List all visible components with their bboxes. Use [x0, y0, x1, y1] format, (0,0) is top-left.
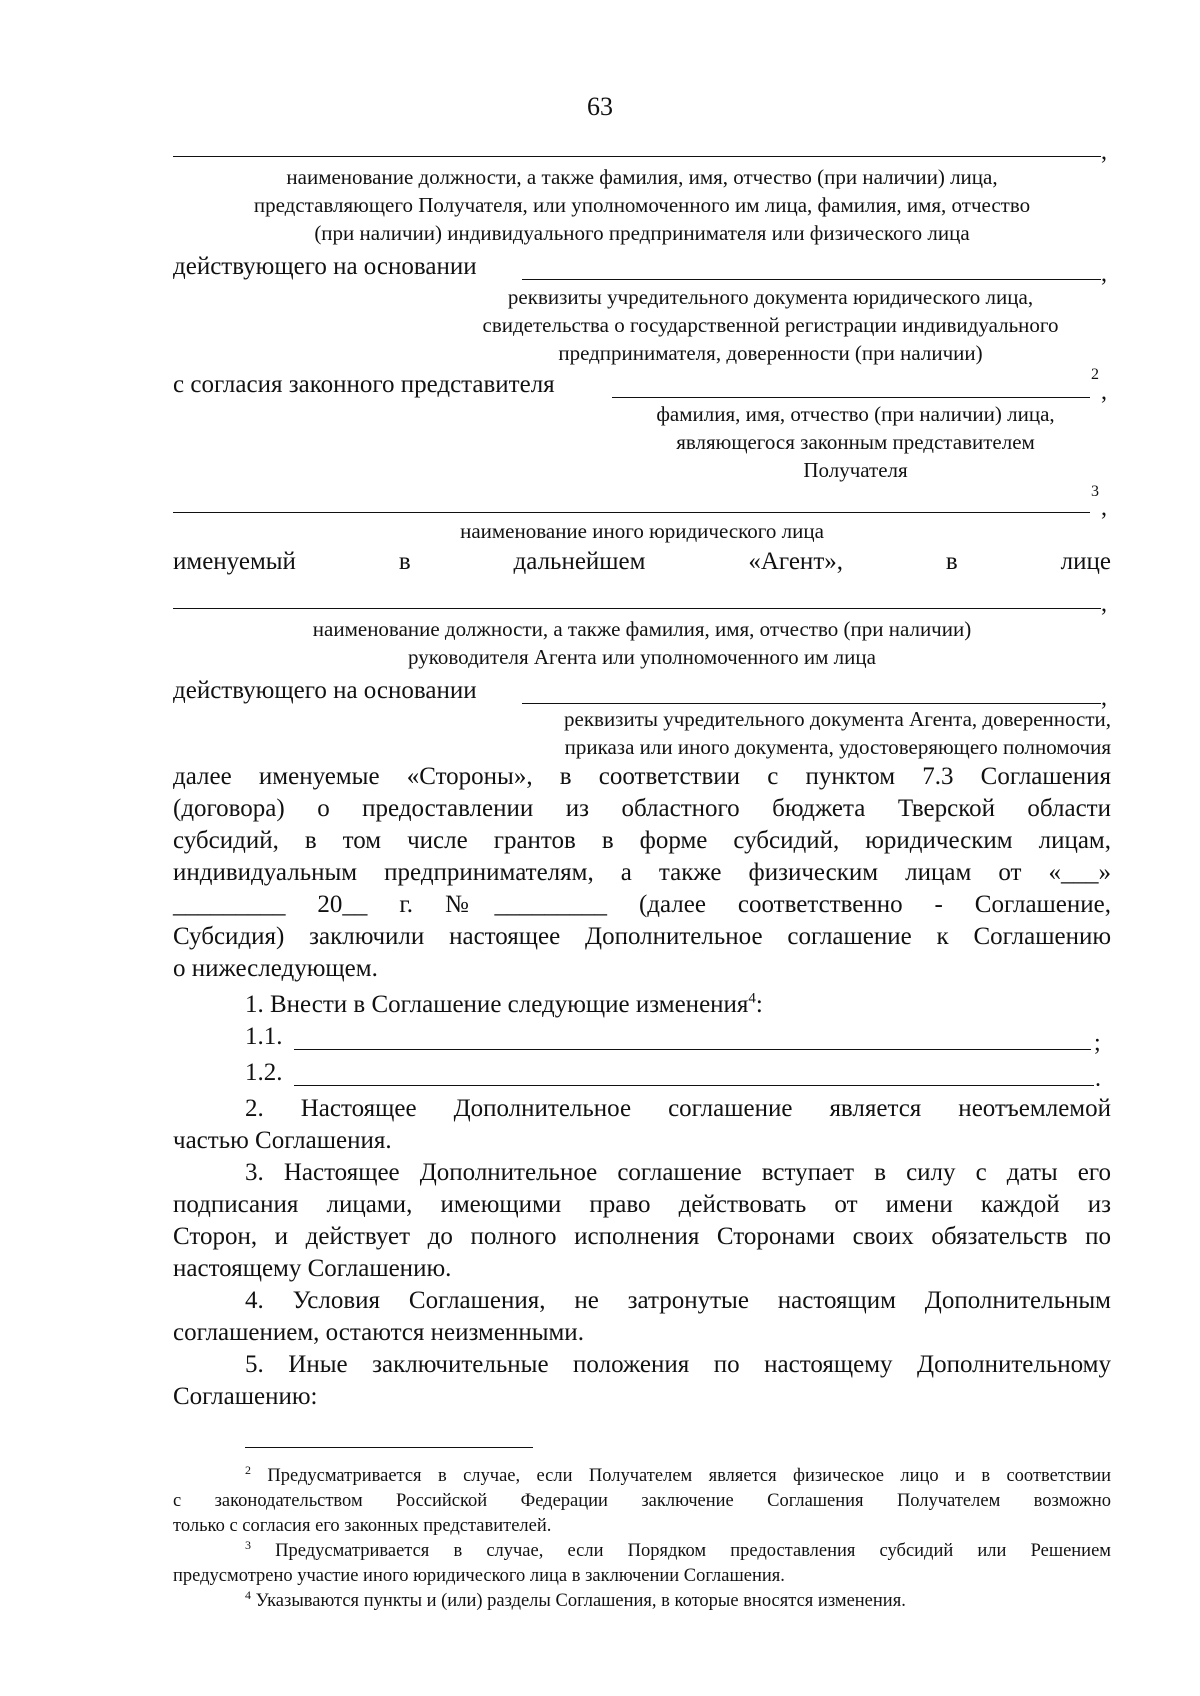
footnote-line [173, 1464, 1111, 1489]
main-paragraph [173, 761, 1111, 985]
item-5 [173, 1349, 1111, 1413]
caption-line: свидетельства о государственной регистрации индивидуального [482, 313, 1059, 337]
caption-line: реквизиты учредительного документа Агента, доверенности, [564, 707, 1111, 731]
caption-line: Получателя [803, 458, 908, 482]
text-line: 2. Настоящее Дополнительное соглашение является неотъемлемой [245, 1095, 1111, 1122]
blank-line-other-entity [173, 512, 1090, 513]
footnote-text: Указываются пункты и (или) разделы Соглашения, в которые вносятся изменения. [255, 1591, 906, 1611]
item-2 [173, 1093, 1111, 1157]
semicolon: ; [1094, 1030, 1101, 1056]
footnote-text: Предусматривается в случае, если Порядком предоставления субсидий или Решением [275, 1541, 1112, 1561]
page-number: 63 [587, 92, 613, 121]
footnote-line: только с согласия его законных представителей. [173, 1516, 552, 1536]
caption-line: представляющего Получателя, или уполномоченного им лица, фамилия, имя, отчество [253, 193, 1031, 217]
blank-line-change-2 [294, 1085, 1094, 1086]
period: . [1095, 1066, 1101, 1092]
text-line: настоящему Соглашению. [173, 1255, 452, 1282]
text-line: Сторон, и действует до полного исполнения Сторонами своих обязательств по [173, 1223, 1111, 1250]
text-line: соглашением, остаются неизменными. [173, 1319, 584, 1346]
caption-representative [600, 400, 1111, 484]
blank-line-basis [522, 279, 1101, 280]
footnote-number: 4 [245, 1587, 251, 1602]
blank-line-agent-head [173, 608, 1101, 609]
text-line: индивидуальным предпринимателям, а также физическим лицам от «___» [173, 859, 1111, 886]
blank-line-recipient [173, 156, 1101, 157]
caption-agent-basis [460, 705, 1111, 761]
agent-line [173, 546, 1111, 578]
colon: : [755, 991, 763, 1018]
caption-line: наименование иного юридического лица [460, 519, 824, 543]
footnote-line: предусмотрено участие иного юридического лица в заключении Соглашения. [173, 1566, 785, 1586]
word: в [945, 548, 958, 575]
text-line: (договора) о предоставлении из областного бюджета Тверской области [173, 795, 1111, 822]
caption-line: фамилия, имя, отчество (при наличии) лица, [656, 402, 1055, 426]
caption-line: наименование должности, а также фамилия, имя, отчество (при наличии) [312, 617, 972, 641]
text-line: далее именуемые «Стороны», в соответствии с пунктом 7.3 Соглашения [173, 763, 1111, 790]
text-line: подписания лицами, имеющими право действовать от имени каждой из [173, 1191, 1111, 1218]
text-line: частью Соглашения. [173, 1127, 392, 1154]
caption-line: руководителя Агента или уполномоченного им лица [408, 645, 876, 669]
footnote-line: с законодательством Российской Федерации заключение Соглашения Получателем возможно [173, 1491, 1111, 1511]
caption-line: реквизиты учредительного документа юридического лица, [507, 285, 1034, 309]
item-4 [173, 1285, 1111, 1349]
caption-other-entity [173, 517, 1111, 545]
blank-line-change-1 [294, 1049, 1091, 1050]
item-1-text: 1. Внести в Соглашение следующие изменения [245, 991, 749, 1018]
word: «Агент», [748, 548, 843, 575]
acting-basis-label: действующего на основании [173, 677, 477, 704]
blank-line-representative [612, 397, 1090, 398]
acting-basis-label: действующего на основании [173, 253, 477, 280]
comma: , [1101, 591, 1107, 617]
text-line: Соглашению: [173, 1383, 318, 1410]
footnote-2 [173, 1464, 1111, 1539]
footnote-separator [245, 1447, 533, 1448]
comma: , [1101, 685, 1107, 711]
text-line: о нижеследующем. [173, 955, 378, 982]
caption-basis [430, 283, 1111, 367]
footnote-ref: 2 [1091, 366, 1099, 383]
caption-line: наименование должности, а также фамилия, имя, отчество (при наличии) лица, [286, 165, 998, 189]
item-1 [245, 989, 763, 1021]
caption-line: предпринимателя, доверенности (при наличии) [558, 341, 983, 365]
footnote-ref: 4 [748, 990, 756, 1007]
caption-line: являющегося законным представителем [676, 430, 1035, 454]
comma: , [1101, 495, 1107, 521]
item-1-1-label: 1.1. [245, 1023, 283, 1050]
footnote-number: 2 [245, 1462, 251, 1477]
consent-label: с согласия законного представителя [173, 371, 555, 398]
footnote-line [173, 1589, 1111, 1614]
comma: , [1101, 379, 1107, 405]
caption-agent-head [173, 615, 1111, 671]
word: дальнейшем [513, 548, 646, 575]
footnote-line [173, 1539, 1111, 1564]
text-line: _________ 20__ г. №_________ (далее соответственно - Соглашение, [173, 891, 1111, 918]
caption-recipient [173, 163, 1111, 247]
word: именуемый [173, 548, 296, 575]
text-line: 4. Условия Соглашения, не затронутые настоящим Дополнительным [245, 1287, 1111, 1314]
footnote-number: 3 [245, 1537, 251, 1552]
word: в [398, 548, 411, 575]
item-3 [173, 1157, 1111, 1285]
text-line: Субсидия) заключили настоящее Дополнительное соглашение к Соглашению [173, 923, 1111, 950]
footnote-4 [173, 1589, 1111, 1614]
text-line: субсидий, в том числе грантов в форме субсидий, юридическим лицам, [173, 827, 1111, 854]
item-1-2-label: 1.2. [245, 1059, 283, 1086]
caption-line: приказа или иного документа, удостоверяющего полномочия [564, 735, 1111, 759]
text-line: 3. Настоящее Дополнительное соглашение вступает в силу с даты его [245, 1159, 1111, 1186]
blank-line-agent-basis [522, 703, 1101, 704]
word: лице [1060, 548, 1111, 575]
footnote-3 [173, 1539, 1111, 1589]
text-line: 5. Иные заключительные положения по настоящему Дополнительному [245, 1351, 1111, 1378]
caption-line: (при наличии) индивидуального предпринимателя или физического лица [314, 221, 970, 245]
footnote-text: Предусматривается в случае, если Получателем является физическое лицо и в соответствии [267, 1466, 1112, 1486]
comma: , [1101, 139, 1107, 165]
footnote-ref: 3 [1091, 483, 1099, 500]
comma: , [1101, 261, 1107, 287]
